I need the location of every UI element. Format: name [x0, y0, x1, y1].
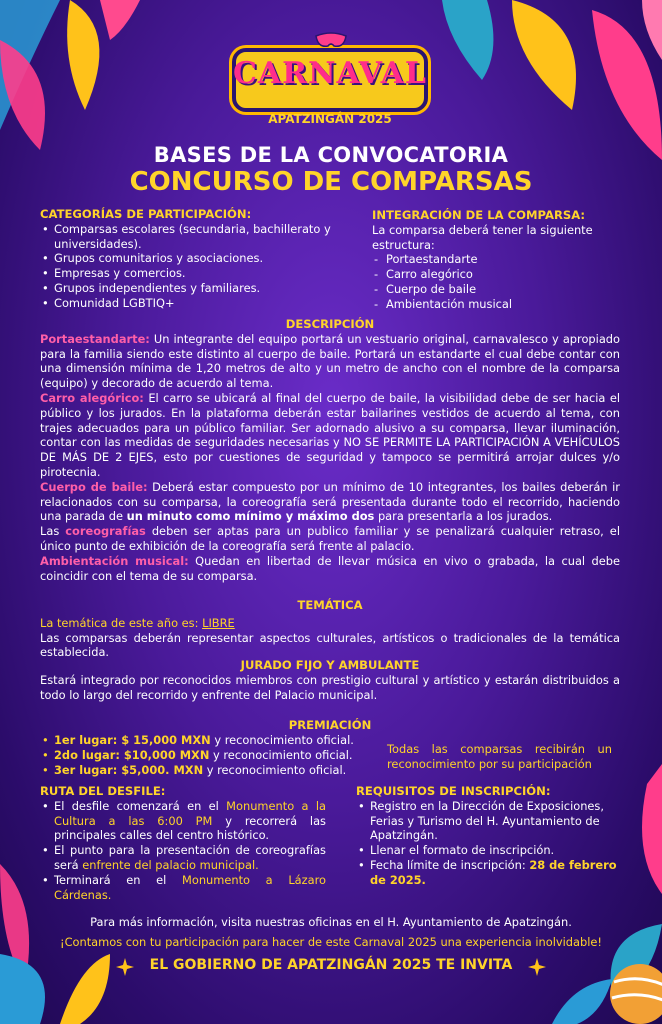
prize-label: 3er lugar: $5,000. MXN — [54, 762, 204, 777]
categorias-section — [40, 207, 340, 311]
ambient-paragraph — [40, 554, 620, 584]
footer-invite: ¡Contamos con tu participación para hacer de este Carnaval 2025 una experiencia inolvidable! — [60, 935, 602, 949]
tematica-value: LIBRE — [202, 615, 235, 630]
categorias-heading: CATEGORÍAS DE PARTICIPACIÓN: — [40, 207, 252, 221]
coreo-text: deben ser aptas para un publico familiar y se penalizará cualquier retraso, el único punto de exhibición de la coreografía será frente al palacio. — [40, 524, 620, 553]
logo-text: CARNAVAL — [233, 56, 427, 91]
coreo-paragraph — [40, 524, 620, 554]
integracion-section — [372, 208, 622, 312]
prize-rest: y reconocimiento oficial. — [214, 733, 354, 747]
list-item: • Llenar el formato de inscripción. — [356, 843, 626, 858]
carro-paragraph — [40, 391, 620, 480]
premiacion-note: Todas las comparsas recibirán un reconocimiento por su participación — [387, 742, 612, 771]
prize-rest: y reconocimiento oficial. — [212, 747, 353, 762]
list-item — [40, 873, 326, 903]
ruta-highlight: Monumento a la Cultura a las 6:00 PM — [54, 798, 326, 828]
page-title: BASES DE LA CONVOCATORIA — [153, 143, 509, 167]
coreo-label: coreografías — [65, 524, 146, 539]
list-item — [40, 843, 326, 873]
ruta-highlight: enfrente del palacio municipal. — [82, 857, 259, 872]
carro-text: El carro se ubicará al final del cuerpo de baile, la visibilidad debe de ser hacia el público y los jurados. En la plataforma deberán estar bailarines vestidos de acuerdo al tema, con trajes adecuados para un público familiar. Ser adornado alusivo a su comparsa, llevar iluminación, contar con las medidas de seguridades necesarias y NO SE PERMITE LA PARTICIPACIÓN A VEHÍCULOS DE MÁS DE 2 EJES, esto por cuestiones de seguridad y tampoco se permitirá arrojar dulces y/o pirotecnia. — [40, 390, 620, 479]
cuerpo-paragraph — [40, 480, 620, 524]
ruta-text: El desfile comenzará en el — [54, 798, 219, 813]
coreo-pre: Las — [40, 524, 60, 539]
carnaval-logo — [232, 32, 428, 124]
cuerpo-text-end: para presentarla a los jurados. — [377, 509, 553, 524]
jurado-section — [40, 658, 620, 702]
cuerpo-text: Deberá estar compuesto por un mínimo de 10 integrantes, los bailes deberán ir relacionados con su comparsa, la coreografía será presentada durante todo el recorrido, haciendo una parada de — [40, 479, 620, 524]
requisitos-section — [356, 784, 626, 888]
requisitos-date: 28 de febrero de 2025. — [370, 857, 617, 887]
tematica-section — [40, 598, 620, 660]
ambient-label: Ambientación musical: — [40, 553, 189, 568]
list-item: - Ambientación musical — [372, 297, 622, 312]
logo-subtitle: APATZINGÁN 2025 — [268, 112, 392, 126]
list-item: - Carro alegórico — [372, 267, 622, 282]
tematica-label: La temática de este año es: — [40, 615, 199, 630]
ruta-section — [40, 784, 326, 902]
prize-item — [40, 763, 370, 778]
list-item — [40, 799, 326, 843]
integracion-intro: La comparsa deberá tener la siguiente estructura: — [372, 222, 593, 252]
descripcion-heading: DESCRIPCIÓN — [285, 317, 375, 331]
list-item: - Cuerpo de baile — [372, 282, 622, 297]
jurado-heading: JURADO FIJO Y AMBULANTE — [240, 658, 420, 672]
list-item: • Grupos comunitarios y asociaciones. — [40, 251, 340, 266]
tematica-line — [40, 616, 620, 631]
page-subtitle: CONCURSO DE COMPARSAS — [129, 167, 533, 197]
ruta-text: El punto para la presentación de coreografías será — [54, 843, 326, 872]
integracion-heading: INTEGRACIÓN DE LA COMPARSA: — [372, 208, 586, 222]
requisitos-text: Fecha límite de inscripción: — [370, 857, 526, 872]
tematica-heading: TEMÁTICA — [297, 598, 363, 612]
list-item — [356, 858, 626, 888]
porta-label: Portaestandarte: — [40, 331, 150, 346]
leaf-decoration-top-left — [0, 0, 160, 150]
jurado-text: Estará integrado por reconocidos miembros con prestigio cultural y artístico y estarán distribuidos a todo lo largo del recorrido y enfrente del Palacio municipal. — [40, 672, 620, 702]
prize-item — [40, 748, 370, 763]
tematica-text: Las comparsas deberán representar aspectos culturales, artísticos o tradicionales de la temática establecida. — [40, 630, 620, 660]
list-item: - Portaestandarte — [372, 252, 622, 267]
ruta-text: y recorrerá las principales calles del centro histórico. — [54, 813, 326, 843]
ruta-text: Terminará en el — [54, 872, 167, 887]
list-item: • Comunidad LGBTIQ+ — [40, 296, 340, 311]
list-item: • Empresas y comercios. — [40, 266, 340, 281]
list-item: • Comparsas escolares (secundaria, bachillerato y universidades). — [40, 222, 340, 252]
ruta-highlight: Monumento a Lázaro Cárdenas. — [54, 872, 327, 902]
requisitos-heading: REQUISITOS DE INSCRIPCIÓN: — [356, 784, 551, 798]
prize-item — [40, 733, 370, 748]
ambient-text: Quedan en libertad de llevar música en vivo o grabada, la cual debe coincidir con el tema de su comparsa. — [40, 553, 621, 583]
ruta-heading: RUTA DEL DESFILE: — [40, 784, 166, 798]
cuerpo-bold: un minuto como mínimo y máximo dos — [126, 509, 375, 524]
list-item: • Registro en la Dirección de Exposiciones, Ferias y Turismo del H. Ayuntamiento de Apatzingán. — [356, 799, 626, 843]
list-item: • Grupos independientes y familiares. — [40, 281, 340, 296]
prize-label: 2do lugar: $10,000 MXN — [54, 747, 210, 762]
mask-icon — [314, 32, 348, 50]
prize-label: 1er lugar: $ 15,000 MXN — [54, 733, 211, 747]
cuerpo-label: Cuerpo de baile: — [40, 479, 148, 494]
premiacion-list — [40, 733, 370, 777]
footer-gov: EL GOBIERNO DE APATZINGÁN 2025 TE INVITA — [149, 957, 513, 973]
premiacion-heading: PREMIACIÓN — [288, 718, 372, 732]
porta-paragraph — [40, 332, 620, 391]
prize-rest: y reconocimiento oficial. — [206, 762, 347, 777]
descripcion-section — [40, 317, 620, 583]
footer-info: Para más información, visita nuestras oficinas en el H. Ayuntamiento de Apatzingán. — [90, 915, 572, 929]
carro-label: Carro alegórico: — [40, 390, 144, 405]
porta-text: Un integrante del equipo portará un vestuario original, carnavalesco y apropiado para la familia siendo este distinto al cuerpo de baile. Portará un estandarte el cual debe contar con una dimensión mínima de 1,20 metros de alto y un metro de ancho con el nombre de la comparsa (equipo) y decorado de acuerdo al tema. — [40, 331, 621, 391]
